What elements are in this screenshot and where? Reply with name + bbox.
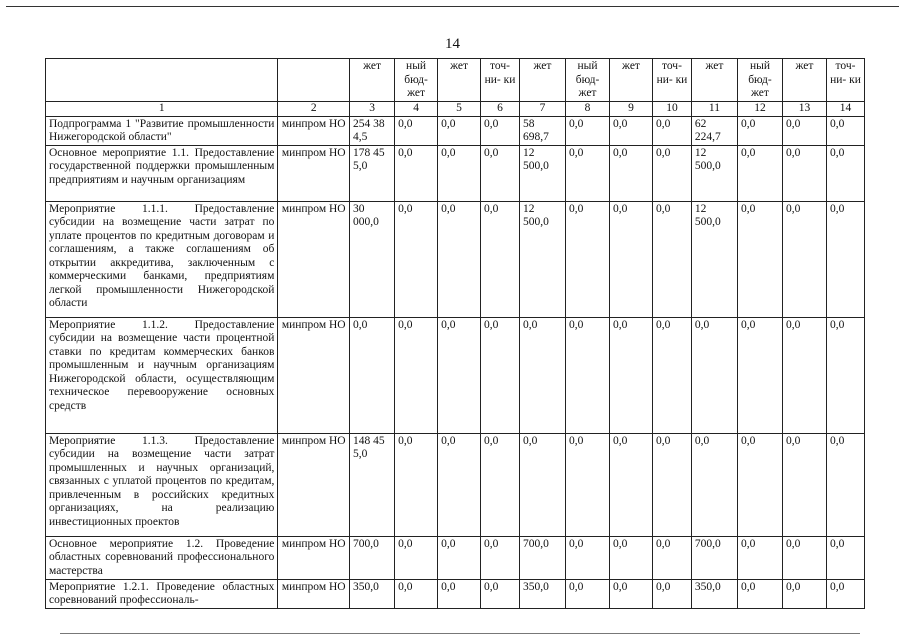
value-cell: 0,0 — [653, 433, 692, 536]
value-cell: 0,0 — [395, 201, 438, 317]
header-cell: точ- ни- ки — [653, 59, 692, 102]
row-name: Подпрограмма 1 "Развитие промышленности Нижегородской области" — [46, 116, 278, 145]
header-cell: жет — [691, 59, 737, 102]
value-cell: 12 500,0 — [691, 201, 737, 317]
value-cell: 0,0 — [610, 536, 653, 579]
value-cell: 0,0 — [566, 433, 610, 536]
column-number: 7 — [519, 102, 565, 117]
value-cell: 0,0 — [610, 201, 653, 317]
value-cell: 0,0 — [653, 536, 692, 579]
value-cell: 0,0 — [737, 579, 782, 608]
value-cell: 350,0 — [519, 579, 565, 608]
value-cell: 0,0 — [566, 201, 610, 317]
value-cell: 0,0 — [481, 145, 520, 201]
value-cell: 254 38 4,5 — [350, 116, 395, 145]
value-cell: 62 224,7 — [691, 116, 737, 145]
row-name: Мероприятие 1.2.1. Проведение областных соревнований профессиональ- — [46, 579, 278, 608]
value-cell: 0,0 — [519, 317, 565, 433]
value-cell: 0,0 — [827, 536, 865, 579]
value-cell: 0,0 — [737, 536, 782, 579]
value-cell: 0,0 — [737, 201, 782, 317]
value-cell: 0,0 — [782, 433, 826, 536]
column-number: 11 — [691, 102, 737, 117]
bottom-border-line — [60, 633, 860, 634]
value-cell: 0,0 — [438, 579, 481, 608]
value-cell: 0,0 — [438, 317, 481, 433]
row-executor: минпром НО — [278, 579, 350, 608]
value-cell: 0,0 — [782, 317, 826, 433]
value-cell: 0,0 — [653, 201, 692, 317]
column-number: 14 — [827, 102, 865, 117]
value-cell: 0,0 — [395, 536, 438, 579]
value-cell: 0,0 — [691, 317, 737, 433]
value-cell: 0,0 — [519, 433, 565, 536]
value-cell: 0,0 — [782, 536, 826, 579]
value-cell: 12 500,0 — [691, 145, 737, 201]
value-cell: 0,0 — [691, 433, 737, 536]
row-executor: минпром НО — [278, 116, 350, 145]
row-name: Мероприятие 1.1.2. Предоставление субсидии на возмещение части процентной ставки по кредитам коммерческих банков промышленным и научным организациям Нижегородской области, осуществляющим техническое перевооружение основных средств — [46, 317, 278, 433]
page-number: 14 — [445, 36, 460, 52]
value-cell: 0,0 — [827, 317, 865, 433]
row-executor: минпром НО — [278, 433, 350, 536]
value-cell: 58 698,7 — [519, 116, 565, 145]
top-border-line — [6, 6, 899, 7]
column-number: 8 — [566, 102, 610, 117]
value-cell: 0,0 — [827, 201, 865, 317]
value-cell: 700,0 — [691, 536, 737, 579]
column-numbers-row — [46, 102, 865, 117]
value-cell: 0,0 — [438, 201, 481, 317]
value-cell: 0,0 — [610, 317, 653, 433]
value-cell: 0,0 — [566, 579, 610, 608]
value-cell: 0,0 — [395, 579, 438, 608]
header-cell: ный бюд- жет — [566, 59, 610, 102]
header-cell: жет — [438, 59, 481, 102]
column-number: 6 — [481, 102, 520, 117]
value-cell: 0,0 — [350, 317, 395, 433]
value-cell: 0,0 — [827, 433, 865, 536]
column-number: 4 — [395, 102, 438, 117]
row-name: Мероприятие 1.1.1. Предоставление субсидии на возмещение части затрат по уплате процентов по кредитным договорам и соглашениям, а также соглашениям об открытии аккредитива, заключенным с коммерческими банками, предприятиям легкой промышленности Нижегородской области — [46, 201, 278, 317]
table-row — [46, 145, 865, 201]
value-cell: 0,0 — [827, 145, 865, 201]
column-number: 5 — [438, 102, 481, 117]
value-cell: 0,0 — [481, 433, 520, 536]
value-cell: 0,0 — [827, 116, 865, 145]
value-cell: 0,0 — [566, 317, 610, 433]
row-name: Основное мероприятие 1.1. Предоставление государственной поддержки промышленным предприятиям и научным организациям — [46, 145, 278, 201]
value-cell: 0,0 — [395, 116, 438, 145]
value-cell: 0,0 — [737, 317, 782, 433]
value-cell: 700,0 — [350, 536, 395, 579]
table-row — [46, 536, 865, 579]
value-cell: 0,0 — [610, 145, 653, 201]
column-number: 9 — [610, 102, 653, 117]
value-cell: 0,0 — [610, 579, 653, 608]
header-row — [46, 59, 865, 102]
header-cell: ный бюд- жет — [737, 59, 782, 102]
column-number: 10 — [653, 102, 692, 117]
value-cell: 12 500,0 — [519, 145, 565, 201]
value-cell: 0,0 — [395, 433, 438, 536]
value-cell: 0,0 — [653, 579, 692, 608]
value-cell: 148 45 5,0 — [350, 433, 395, 536]
value-cell: 0,0 — [566, 116, 610, 145]
table-row — [46, 116, 865, 145]
header-cell: жет — [610, 59, 653, 102]
row-executor: минпром НО — [278, 201, 350, 317]
value-cell: 178 45 5,0 — [350, 145, 395, 201]
value-cell: 0,0 — [782, 145, 826, 201]
header-cell: жет — [350, 59, 395, 102]
value-cell: 0,0 — [782, 579, 826, 608]
row-executor: минпром НО — [278, 536, 350, 579]
value-cell: 0,0 — [481, 536, 520, 579]
value-cell: 0,0 — [395, 145, 438, 201]
value-cell: 30 000,0 — [350, 201, 395, 317]
column-number: 2 — [278, 102, 350, 117]
value-cell: 0,0 — [438, 116, 481, 145]
value-cell: 0,0 — [653, 116, 692, 145]
value-cell: 350,0 — [350, 579, 395, 608]
value-cell: 0,0 — [737, 116, 782, 145]
header-cell: точ- ни- ки — [481, 59, 520, 102]
value-cell: 0,0 — [438, 536, 481, 579]
value-cell: 0,0 — [438, 145, 481, 201]
value-cell: 0,0 — [566, 536, 610, 579]
value-cell: 0,0 — [782, 116, 826, 145]
value-cell: 12 500,0 — [519, 201, 565, 317]
value-cell: 0,0 — [653, 317, 692, 433]
row-name: Основное мероприятие 1.2. Проведение областных соревнований профессионального мастерства — [46, 536, 278, 579]
value-cell: 0,0 — [653, 145, 692, 201]
value-cell: 0,0 — [737, 145, 782, 201]
column-number: 1 — [46, 102, 278, 117]
header-cell — [46, 59, 278, 102]
table-row — [46, 579, 865, 608]
column-number: 13 — [782, 102, 826, 117]
table-row — [46, 201, 865, 317]
value-cell: 0,0 — [566, 145, 610, 201]
value-cell: 0,0 — [395, 317, 438, 433]
value-cell: 0,0 — [481, 201, 520, 317]
table-row — [46, 433, 865, 536]
budget-table — [45, 58, 865, 609]
value-cell: 0,0 — [827, 579, 865, 608]
header-cell: ный бюд- жет — [395, 59, 438, 102]
table-row — [46, 317, 865, 433]
row-executor: минпром НО — [278, 317, 350, 433]
value-cell: 700,0 — [519, 536, 565, 579]
value-cell: 0,0 — [782, 201, 826, 317]
value-cell: 0,0 — [481, 579, 520, 608]
header-cell: жет — [782, 59, 826, 102]
value-cell: 0,0 — [481, 116, 520, 145]
value-cell: 0,0 — [737, 433, 782, 536]
column-number: 3 — [350, 102, 395, 117]
table-body — [46, 59, 865, 609]
value-cell: 0,0 — [438, 433, 481, 536]
value-cell: 0,0 — [610, 116, 653, 145]
header-cell: точ- ни- ки — [827, 59, 865, 102]
header-cell — [278, 59, 350, 102]
column-number: 12 — [737, 102, 782, 117]
value-cell: 350,0 — [691, 579, 737, 608]
row-executor: минпром НО — [278, 145, 350, 201]
value-cell: 0,0 — [610, 433, 653, 536]
header-cell: жет — [519, 59, 565, 102]
value-cell: 0,0 — [481, 317, 520, 433]
row-name: Мероприятие 1.1.3. Предоставление субсидии на возмещение части затрат промышленных и научных организаций, связанных с уплатой процентов по кредитам, привлеченным в российских кредитных организациях, на реализацию инвестиционных проектов — [46, 433, 278, 536]
